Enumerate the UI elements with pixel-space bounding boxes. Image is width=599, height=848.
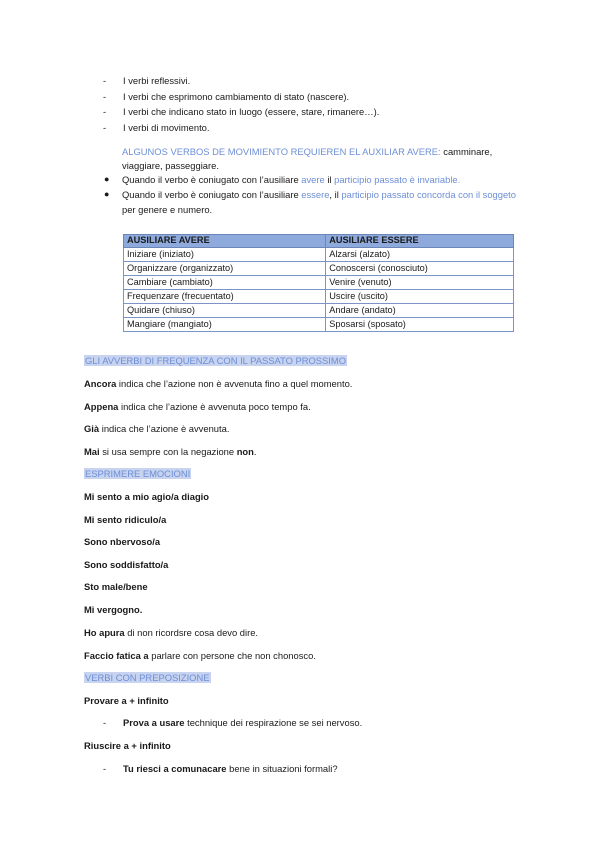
paragraph-text: . bbox=[253, 446, 257, 457]
paragraph: Provare a + infinito bbox=[84, 695, 169, 706]
list-item-text: I verbi che esprimono cambiamento di stato (nascere). bbox=[123, 90, 350, 102]
table-cell: Mangiare (mangiato) bbox=[124, 318, 326, 332]
list-item-text bbox=[123, 717, 362, 728]
paragraph bbox=[84, 491, 209, 502]
rule-text bbox=[122, 172, 524, 187]
bold-term: Mai bbox=[84, 446, 100, 457]
paragraph bbox=[84, 536, 160, 547]
bold-term: Ho apura bbox=[84, 627, 125, 638]
bold-term: Ancora bbox=[84, 378, 117, 389]
list-item-text: I verbi di movimento. bbox=[123, 121, 210, 133]
bold-term: Mi sento ridiculo/a bbox=[84, 514, 167, 525]
dash-marker: - bbox=[103, 763, 107, 774]
paragraph-text: si usa sempre con la negazione bbox=[99, 446, 237, 457]
table-cell: Sposarsi (sposato) bbox=[326, 318, 514, 332]
table-cell: Frequenzare (frecuentato) bbox=[124, 290, 326, 304]
table-header-row bbox=[124, 235, 514, 248]
bold-term: Prova a usare bbox=[123, 717, 185, 728]
list-item bbox=[103, 120, 379, 136]
bold-term: Appena bbox=[84, 401, 119, 412]
rule-text bbox=[122, 187, 524, 217]
bold-term: Sono nbervoso/a bbox=[84, 536, 161, 547]
section-heading bbox=[84, 468, 191, 479]
movement-verbs-note bbox=[122, 145, 522, 173]
auxiliary-table bbox=[123, 234, 514, 332]
section-title: ESPRIMERE EMOCIONI bbox=[85, 468, 191, 479]
paragraph bbox=[84, 581, 148, 592]
dash-marker: - bbox=[103, 90, 107, 102]
dash-marker: - bbox=[103, 75, 107, 87]
bullet-icon: ● bbox=[104, 189, 110, 199]
rule-emphasis: participio passato concorda con il soggeto bbox=[341, 189, 516, 200]
list-item-text bbox=[123, 763, 338, 774]
section-heading bbox=[84, 355, 347, 366]
list-item bbox=[103, 89, 379, 105]
rule-pre: Quando il verbo è coniugato con l’ausiliare bbox=[122, 174, 302, 185]
rule-post: per genere e numero. bbox=[122, 204, 213, 215]
dash-marker: - bbox=[103, 717, 107, 728]
table-row bbox=[124, 304, 514, 318]
paragraph-text: indica che l’azione è avvenuta poco tempo fa. bbox=[118, 401, 311, 412]
rule-auxiliary: essere bbox=[301, 189, 330, 200]
note-highlight: ALGUNOS VERBOS DE MOVIMIENTO REQUIEREN EL AUXILIAR AVERE: bbox=[122, 146, 441, 157]
paragraph-text: bene in situazioni formali? bbox=[226, 763, 338, 774]
table-cell: Venire (venuto) bbox=[326, 276, 514, 290]
paragraph bbox=[84, 423, 229, 434]
bold-term: non bbox=[236, 446, 254, 457]
table-row bbox=[124, 276, 514, 290]
bold-term: Faccio fatica a bbox=[84, 650, 149, 661]
table-row bbox=[124, 290, 514, 304]
list-item bbox=[104, 187, 524, 217]
list-item-text: I verbi reflessivi. bbox=[123, 75, 191, 87]
rule-emphasis: participio passato è invariable. bbox=[334, 174, 461, 185]
list-item bbox=[103, 104, 379, 120]
paragraph: Riuscire a + infinito bbox=[84, 740, 171, 751]
bold-term: Sono soddisfatto/a bbox=[84, 559, 169, 570]
rule-auxiliary: avere bbox=[301, 174, 325, 185]
bold-term: Già bbox=[84, 423, 100, 434]
list-item bbox=[103, 763, 338, 774]
paragraph-text: di non ricordsre cosa devo dire. bbox=[124, 627, 259, 638]
participle-rules bbox=[104, 172, 524, 217]
section-title: GLI AVVERBI DI FREQUENZA CON IL PASSATO PROSSIMO bbox=[85, 355, 346, 366]
table-row bbox=[124, 248, 514, 262]
dash-marker: - bbox=[103, 106, 107, 118]
list-item bbox=[103, 73, 379, 89]
list-item bbox=[103, 717, 362, 728]
table-row bbox=[124, 318, 514, 332]
note-text: camminare, viaggiare, passeggiare. bbox=[122, 146, 493, 171]
paragraph bbox=[84, 401, 311, 412]
table-row bbox=[124, 262, 514, 276]
section-title: VERBI CON PREPOSIZIONE bbox=[85, 672, 210, 683]
column-header: AUSILIARE AVERE bbox=[124, 235, 326, 248]
paragraph bbox=[84, 604, 142, 615]
table-cell: Conoscersi (conosciuto) bbox=[326, 262, 514, 276]
table-cell: Andare (andato) bbox=[326, 304, 514, 318]
paragraph bbox=[84, 559, 168, 570]
column-header: AUSILIARE ESSERE bbox=[326, 235, 514, 248]
paragraph-text: technique dei respirazione se sei nervoso. bbox=[184, 717, 363, 728]
list-item-text: I verbi che indicano stato in luogo (essere, stare, rimanere…). bbox=[123, 106, 380, 118]
paragraph bbox=[84, 378, 352, 389]
rule-mid: il bbox=[324, 174, 335, 185]
verb-list bbox=[103, 73, 379, 135]
paragraph bbox=[84, 514, 166, 525]
paragraph-text: parlare con persone che non chonosco. bbox=[148, 650, 316, 661]
bold-term: Mi sento a mio agio/a diagio bbox=[84, 491, 210, 502]
bullet-icon: ● bbox=[104, 174, 110, 184]
table-cell: Iniziare (iniziato) bbox=[124, 248, 326, 262]
list-item bbox=[104, 172, 524, 187]
paragraph bbox=[84, 650, 316, 661]
paragraph-text: indica che l’azione non è avvenuta fino a quel momento. bbox=[116, 378, 353, 389]
table-cell: Organizzare (organizzato) bbox=[124, 262, 326, 276]
paragraph bbox=[84, 627, 258, 638]
bold-term: Mi vergogno. bbox=[84, 604, 143, 615]
bold-term: Tu riesci a comunacare bbox=[123, 763, 227, 774]
rule-pre: Quando il verbo è coniugato con l’ausiliare bbox=[122, 189, 302, 200]
dash-marker: - bbox=[103, 121, 107, 133]
table-cell: Alzarsi (alzato) bbox=[326, 248, 514, 262]
paragraph bbox=[84, 446, 257, 457]
table-cell: Cambiare (cambiato) bbox=[124, 276, 326, 290]
table-cell: Quidare (chiuso) bbox=[124, 304, 326, 318]
section-heading bbox=[84, 672, 211, 683]
rule-mid: , il bbox=[329, 189, 342, 200]
bold-term: Sto male/bene bbox=[84, 581, 148, 592]
paragraph-text: indica che l’azione è avvenuta. bbox=[99, 423, 230, 434]
table-cell: Uscire (uscito) bbox=[326, 290, 514, 304]
